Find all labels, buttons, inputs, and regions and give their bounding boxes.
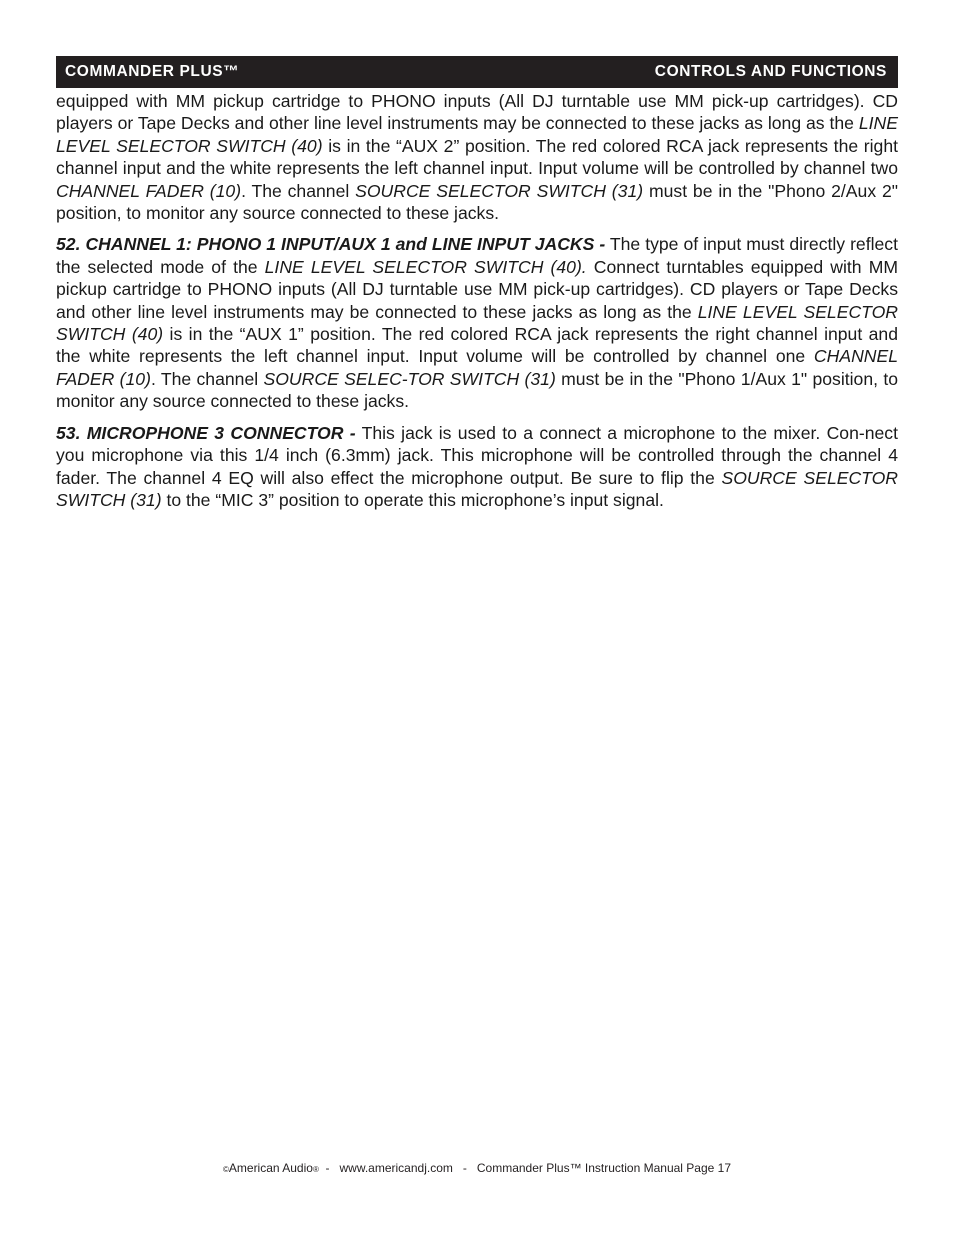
item-53-heading: 53. MICROPHONE 3 CONNECTOR - [56,422,356,443]
italic-reference: CHANNEL FADER (10) [56,346,898,389]
text-segment: must be in the "Phono 2/Aux 2" position, to monitor any source connected to these jacks. [56,180,898,224]
item-52-heading: 52. CHANNEL 1: PHONO 1 INPUT/AUX 1 and LINE INPUT JACKS - [56,234,606,255]
italic-reference: SOURCE SELECTOR SWITCH (31) [355,180,644,201]
paragraph-item-53 [56,422,898,512]
footer-brand: American Audio [228,1161,313,1175]
italic-reference: CHANNEL FADER (10) [56,180,242,201]
paragraph-item-52 [56,233,898,412]
text-segment: . The channel [150,368,264,389]
copyright-mark: © [222,1165,229,1174]
italic-reference: SOURCE SELEC-TOR SWITCH (31) [263,368,556,389]
text-segment: equipped with MM pickup cartridge to PHONO inputs (All DJ turntable use MM pick-up cartridges). CD players or Tape Decks and other line level instruments may be connected to these jacks as long as the [56,91,898,134]
registered-mark: ® [312,1165,319,1174]
italic-reference: LINE LEVEL SELECTOR SWITCH (40) [56,113,898,156]
text-segment: to the “MIC 3” position to operate this microphone’s input signal. [161,489,664,510]
text-segment: must be in the "Phono 1/Aux 1" position, to monitor any source connected to these jacks. [56,368,899,412]
italic-reference: LINE LEVEL SELECTOR SWITCH (40) [56,301,898,345]
text-segment: The type of input must directly reflect the selected mode of the [56,234,898,277]
page-footer [0,1161,954,1175]
header-section-title: CONTROLS AND FUNCTIONS [654,63,887,80]
text-segment: . The channel [241,180,356,201]
header-product-name: COMMANDER PLUS™ [65,63,240,80]
footer-info: - www.americandj.com - Commander Plus™ Instruction Manual Page 17 [318,1161,732,1175]
text-segment: is in the “AUX 1” position. The red colored RCA jack represents the right channel input and the white represents the left channel input. Input volume will be controlled by channel one [56,324,899,367]
italic-reference: LINE LEVEL SELECTOR SWITCH (40). [264,256,587,277]
manual-body [56,90,898,520]
page-header-bar [56,56,898,88]
text-segment: This jack is used to a connect a microphone to the mixer. Con-nect you microphone via this 1/4 inch (6.3mm) jack. This microphone will be controlled through the channel 4 fader. The channel 4 EQ will also effect the microphone output. Be sure to flip the [56,422,898,488]
text-segment: is in the “AUX 2” position. The red colored RCA jack represents the right channel input and the white represents the left channel input. Input volume will be controlled by channel two [56,135,899,179]
paragraph-channel-2-continued [56,90,898,224]
text-segment: Connect turntables equipped with MM pickup cartridge to PHONO inputs (All DJ turntable use MM pick-up cartridges). CD players or Tape Decks and other line level instruments may be connected to these jacks as long as the [56,256,898,322]
italic-reference: SOURCE SELECTOR SWITCH (31) [56,467,898,510]
